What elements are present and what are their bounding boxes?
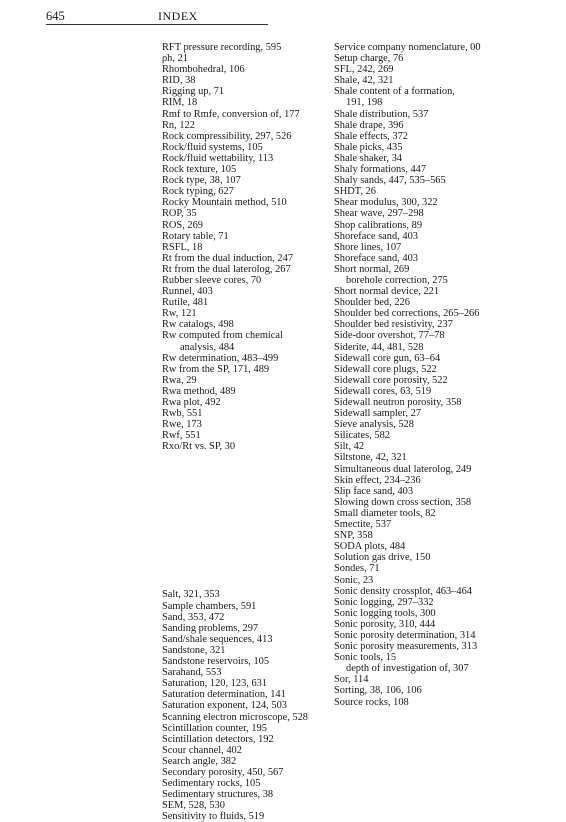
index-entry: Shear wave, 297–298 [334, 208, 424, 220]
index-entry: Rt from the dual laterolog, 267 [162, 263, 291, 275]
index-block-s [162, 589, 332, 822]
index-entry: Sonic porosity measurements, 313 [334, 641, 478, 653]
index-entry: Sonic logging, 297–332 [334, 596, 434, 608]
index-entry: Shoreface sand, 403 [334, 230, 418, 242]
index-entry: Sonic, 23 [334, 574, 374, 586]
index-entry: Rock texture, 105 [162, 164, 237, 176]
index-entry: Shaly formations, 447 [334, 164, 427, 176]
page-number: 645 [46, 9, 65, 23]
index-entry: Smectite, 537 [334, 519, 392, 531]
index-entry: Sidewall cores, 63, 519 [334, 385, 432, 397]
index-entry: Rock/fluid systems, 105 [162, 141, 263, 153]
index-column-left [162, 42, 332, 822]
index-entry: Sensitivity to fluids, 519 [162, 811, 265, 822]
index-entry: Shoulder bed resistivity, 237 [334, 319, 453, 331]
index-entry: Sandstone reservoirs, 105 [162, 656, 270, 668]
index-entry: Rotary table, 71 [162, 230, 229, 242]
index-entry: Rock typing, 627 [162, 186, 234, 198]
index-entry: Sor, 114 [334, 674, 369, 686]
index-entry: Scanning electron microscope, 528 [162, 711, 309, 723]
index-entry: Rwe, 173 [162, 419, 202, 431]
index-entry: Scour channel, 402 [162, 744, 242, 756]
index-entry: ρh, 21 [162, 53, 188, 65]
index-entry: Sedimentary structures, 38 [162, 789, 274, 801]
index-entry: Rw, 121 [162, 308, 197, 320]
index-entry: borehole correction, 275 [346, 274, 448, 286]
index-entry: Sieve analysis, 528 [334, 419, 414, 431]
index-entry: Rwa method, 489 [162, 385, 236, 397]
index-entry: analysis, 484 [180, 341, 235, 353]
index-entry: Sand, 353, 472 [162, 611, 225, 623]
index-entry: Rw computed from chemical [162, 330, 283, 342]
index-entry: Shoulder bed, 226 [334, 297, 410, 309]
index-entry: ROS, 269 [162, 219, 203, 231]
index-block-r [162, 42, 332, 452]
index-entry: Siltstone, 42, 321 [334, 452, 407, 464]
index-entry: Shoulder bed corrections, 265–266 [334, 308, 480, 320]
index-entry: Salt, 321, 353 [162, 589, 220, 601]
index-entry: Sarahand, 553 [162, 667, 222, 679]
index-entry: Saturation, 120, 123, 631 [162, 678, 268, 690]
index-entry: Saturation exponent, 124, 503 [162, 700, 287, 712]
index-entry: Rocky Mountain method, 510 [162, 197, 287, 209]
index-entry: Sample chambers, 591 [162, 600, 257, 612]
index-entry: Rw from the SP, 171, 489 [162, 363, 270, 375]
index-entry: Sorting, 38, 106, 106 [334, 685, 422, 697]
index-entry: Short normal, 269 [334, 263, 410, 275]
index-entry: Sedimentary rocks, 105 [162, 778, 261, 790]
index-entry: Small diameter tools, 82 [334, 507, 436, 519]
index-entry: Shoreface sand, 403 [334, 252, 418, 264]
index-entry: Shale drape, 396 [334, 119, 404, 131]
index-entry: Rmf to Rmfe, conversion of, 177 [162, 108, 300, 120]
index-entry: Rock type, 38, 107 [162, 175, 241, 187]
index-entry: Sonic logging tools, 300 [334, 607, 436, 619]
index-entry: Search angle, 382 [162, 755, 237, 767]
index-entry: Short normal device, 221 [334, 286, 440, 298]
index-entry: RSFL, 18 [162, 241, 203, 253]
index-entry: Shop calibrations, 89 [334, 219, 423, 231]
index-entry: Source rocks, 108 [334, 696, 409, 708]
index-entry: Rock/fluid wettability, 113 [162, 152, 274, 164]
index-entry: Sonic density crossplot, 463–464 [334, 585, 472, 597]
index-entry: 191, 198 [346, 97, 383, 109]
index-entry: Shale content of a formation, [334, 86, 455, 98]
index-column-right [334, 42, 544, 708]
index-entry: Sondes, 71 [334, 563, 380, 575]
index-entry: Rhombohedral, 106 [162, 64, 245, 76]
index-entry: Scintillation counter, 195 [162, 722, 267, 734]
index-entry: Sidewall core plugs, 522 [334, 363, 437, 375]
index-entry: Sidewall core porosity, 522 [334, 374, 448, 386]
index-entry: Setup charge, 76 [334, 53, 404, 65]
index-entry: RIM, 18 [162, 97, 198, 109]
index-entry: Shale shaker, 34 [334, 152, 402, 164]
index-entry: Rigging up, 71 [162, 86, 225, 98]
index-entry: Silicates, 582 [334, 430, 390, 442]
index-entry: SFL, 242, 269 [334, 64, 394, 76]
index-entry: Sidewall sampler, 27 [334, 408, 422, 420]
index-entry: Rock compressibility, 297, 526 [162, 130, 292, 142]
index-entry: SODA plots, 484 [334, 541, 406, 553]
index-entry: Shear modulus, 300, 322 [334, 197, 438, 209]
index-entry: Shale picks, 435 [334, 141, 403, 153]
index-entry: Sand/shale sequences, 413 [162, 633, 273, 645]
index-entry: Sidewall neutron porosity, 358 [334, 397, 462, 408]
index-entry: Siderite, 44, 481, 528 [334, 341, 424, 353]
index-entry: Silt, 42 [334, 441, 365, 453]
index-entry: Scintillation detectors, 192 [162, 733, 274, 745]
index-entry: Sonic porosity, 310, 444 [334, 618, 436, 630]
index-entry: Side-door overshot, 77–78 [334, 330, 445, 342]
index-entry: Rxo/Rt vs. SP, 30 [162, 441, 236, 453]
index-entry: Shale effects, 372 [334, 130, 408, 142]
index-entry: Rn, 122 [162, 119, 195, 131]
index-entry: RFT pressure recording, 595 [162, 42, 282, 53]
index-entry: Runnel, 403 [162, 286, 213, 298]
index-entry: Secondary porosity, 450, 567 [162, 766, 284, 778]
index-entry: Shale distribution, 537 [334, 108, 429, 120]
index-entry: Shore lines, 107 [334, 241, 402, 253]
index-entry: Shaly sands, 447, 535–565 [334, 175, 446, 187]
index-entry: Rw determination, 483–499 [162, 352, 279, 364]
index-entry: Simultaneous dual laterolog, 249 [334, 463, 472, 475]
index-entry: Rwf, 551 [162, 430, 201, 442]
index-entry: Service company nomenclature, 00 [334, 42, 481, 53]
index-entry: SNP, 358 [334, 530, 373, 542]
index-entry: Shale, 42, 321 [334, 75, 394, 87]
index-entry: Skin effect, 234–236 [334, 474, 421, 486]
index-entry: Rwa plot, 492 [162, 397, 221, 408]
index-entry: Rt from the dual induction, 247 [162, 252, 294, 264]
index-entry: SEM, 528, 530 [162, 800, 225, 812]
index-entry: Sidewall core gun, 63–64 [334, 352, 441, 364]
index-entry: Slip face sand, 403 [334, 485, 414, 497]
header-rule [46, 24, 268, 25]
index-entry: Sandstone, 321 [162, 644, 226, 656]
index-entry: ROP, 35 [162, 208, 197, 220]
index-entry: Rwa, 29 [162, 374, 197, 386]
index-entry: depth of investigation of, 307 [346, 663, 469, 675]
index-entry: Solution gas drive, 150 [334, 552, 431, 564]
page-header [46, 9, 546, 25]
index-entry: Rw catalogs, 498 [162, 319, 234, 331]
running-head: INDEX [158, 9, 198, 23]
index-entry: Saturation determination, 141 [162, 689, 286, 701]
index-entry: Rutile, 481 [162, 297, 209, 309]
index-entry: Rubber sleeve cores, 70 [162, 274, 262, 286]
column-gap [162, 452, 332, 589]
index-entry: Slowing down cross section, 358 [334, 496, 472, 508]
index-entry: RID, 38 [162, 75, 196, 87]
index-entry: Rwb, 551 [162, 408, 203, 420]
index-entry: Sonic tools, 15 [334, 652, 397, 664]
index-entry: SHDT, 26 [334, 186, 376, 198]
index-entry: Sanding problems, 297 [162, 622, 259, 634]
index-entry: Sonic porosity determination, 314 [334, 629, 476, 641]
